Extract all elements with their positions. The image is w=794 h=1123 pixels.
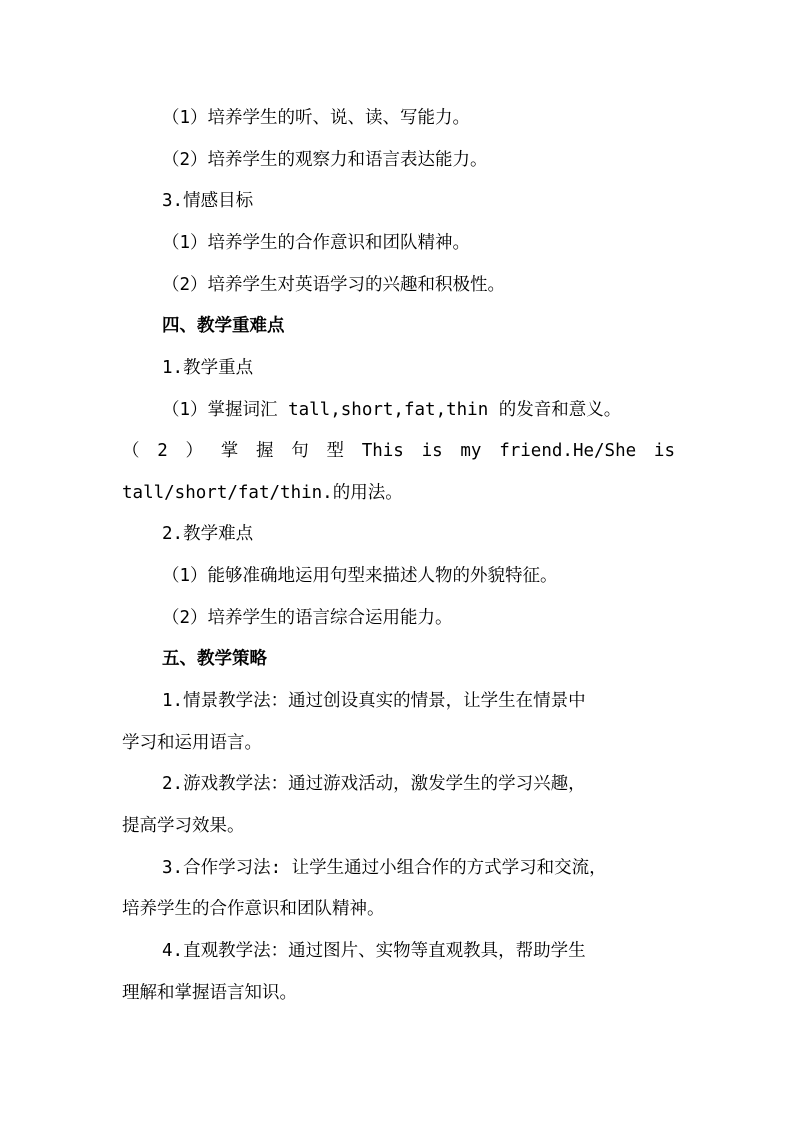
text-line: （1）培养学生的合作意识和团队精神。 bbox=[162, 233, 471, 253]
text-token: is bbox=[653, 441, 675, 461]
subsection-heading: 1.教学重点 bbox=[162, 358, 254, 378]
text-line: 培养学生的合作意识和团队精神。 bbox=[122, 899, 385, 919]
text-line: 3.情感目标 bbox=[162, 191, 254, 211]
text-line: （2）培养学生对英语学习的兴趣和积极性。 bbox=[162, 275, 506, 295]
text-token: 2 bbox=[157, 441, 168, 461]
text-token: This bbox=[361, 441, 404, 461]
text-line: 学习和运用语言。 bbox=[122, 733, 262, 753]
text-token: is bbox=[421, 441, 443, 461]
subsection-heading: 2.教学难点 bbox=[162, 524, 254, 544]
text-token: 句 bbox=[291, 441, 309, 461]
text-line: tall/short/fat/thin.的用法。 bbox=[122, 483, 403, 503]
text-line: （2）培养学生的语言综合运用能力。 bbox=[162, 608, 453, 628]
text-line: 3.合作学习法: 让学生通过小组合作的方式学习和交流， bbox=[162, 858, 607, 878]
justified-text-line bbox=[122, 439, 675, 463]
text-line: （1）掌握词汇 tall,short,fat,thin 的发音和意义。 bbox=[162, 400, 622, 420]
text-line: 2.游戏教学法：通过游戏活动，激发学生的学习兴趣， bbox=[162, 774, 586, 794]
text-token: （ bbox=[122, 441, 140, 461]
text-token: friend.He/She bbox=[499, 441, 637, 461]
text-line: （1）能够准确地运用句型来描述人物的外貌特征。 bbox=[162, 566, 558, 586]
text-line: 4.直观教学法：通过图片、实物等直观教具，帮助学生 bbox=[162, 941, 586, 961]
text-token: 握 bbox=[255, 441, 274, 461]
text-token: 型 bbox=[326, 441, 344, 461]
text-token: my bbox=[460, 441, 482, 461]
text-line: 提高学习效果。 bbox=[122, 816, 245, 836]
text-token: 掌 bbox=[220, 441, 239, 461]
text-line: （1）培养学生的听、说、读、写能力。 bbox=[162, 108, 471, 128]
text-line: （2）培养学生的观察力和语言表达能力。 bbox=[162, 150, 488, 170]
section-heading: 四、教学重难点 bbox=[162, 316, 285, 336]
text-line: 理解和掌握语言知识。 bbox=[122, 983, 297, 1003]
text-line: 1.情景教学法：通过创设真实的情景，让学生在情景中 bbox=[162, 691, 586, 711]
section-heading: 五、教学策略 bbox=[162, 649, 267, 669]
text-token: ） bbox=[185, 441, 204, 461]
